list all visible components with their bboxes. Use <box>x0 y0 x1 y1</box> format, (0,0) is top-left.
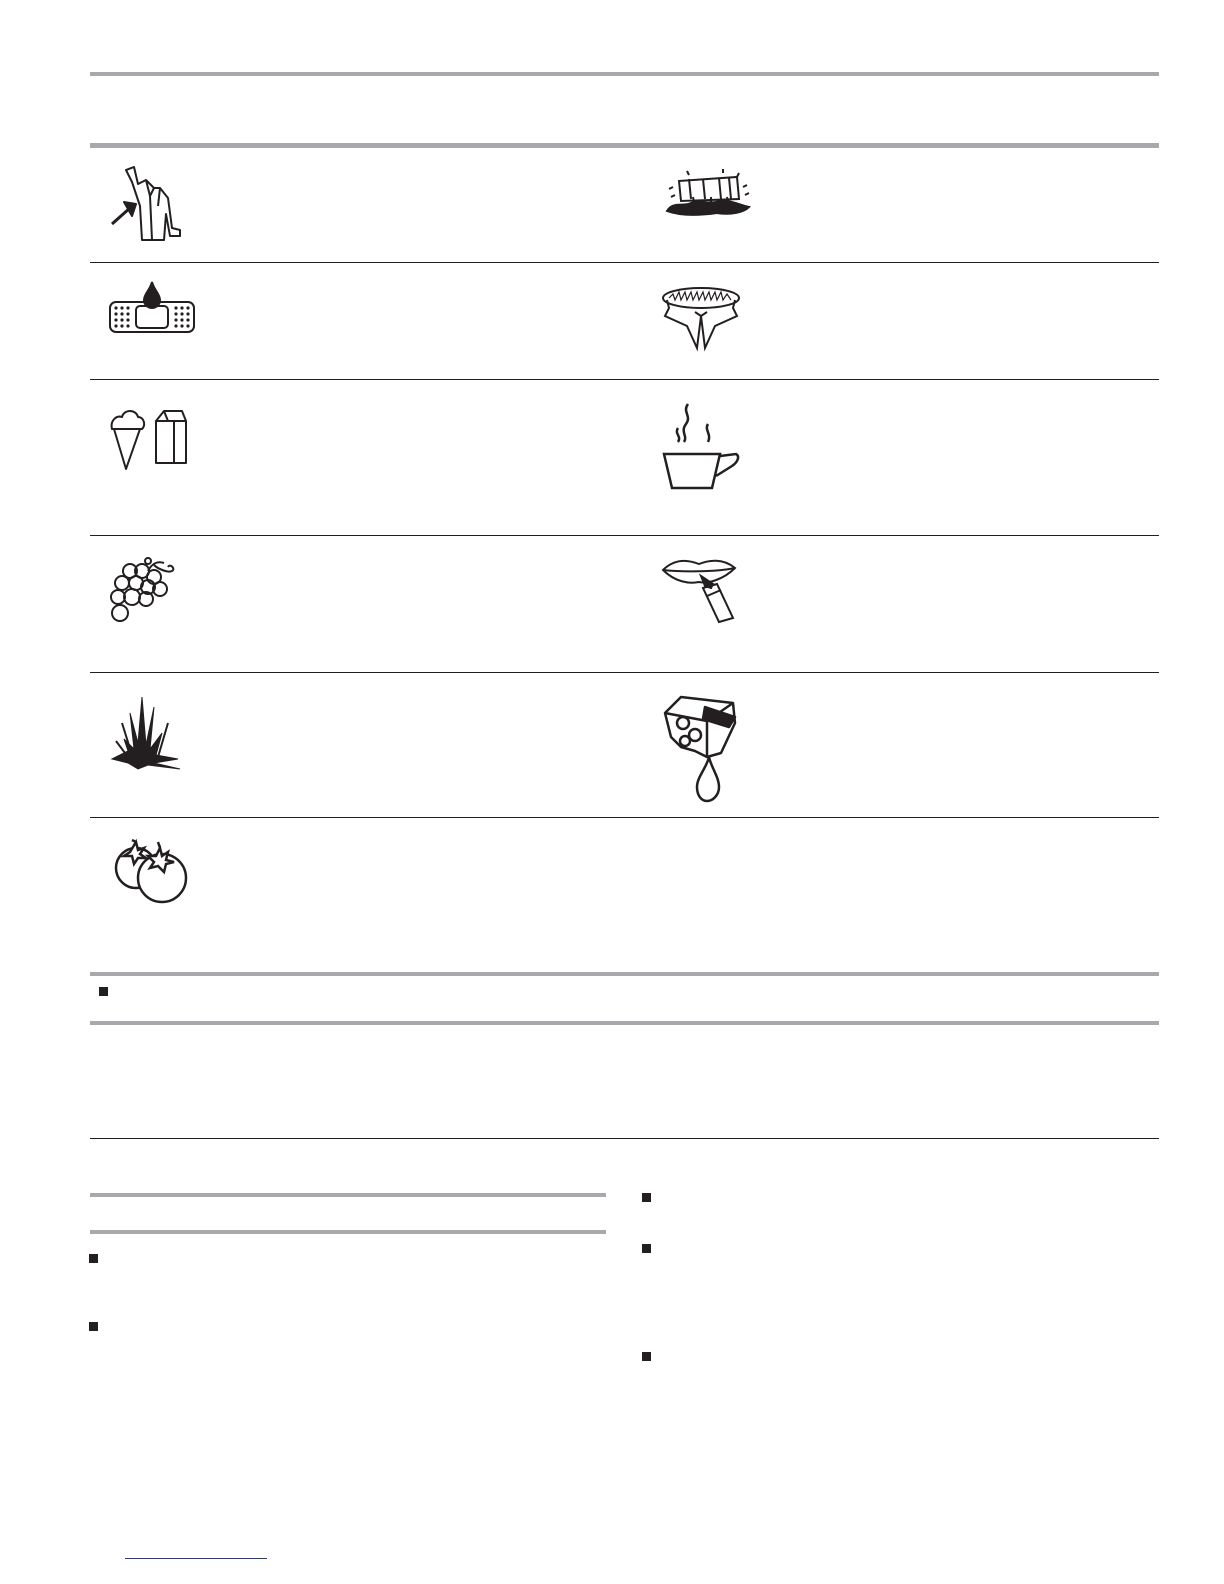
stain-row-divider <box>90 379 1159 380</box>
coffee-cup-icon <box>662 402 742 492</box>
grapes-icon <box>108 557 176 625</box>
left-list-bullet <box>89 1322 98 1331</box>
stain-table-top-rule <box>90 143 1159 148</box>
left-list-bullet <box>89 1254 98 1263</box>
stain-row-divider <box>90 535 1159 536</box>
section-divider <box>90 1138 1159 1139</box>
left-subsection-top-rule <box>90 1193 606 1197</box>
ice-cream-milk-icon <box>108 405 188 473</box>
section-top-rule <box>90 1021 1159 1025</box>
bandage-icon <box>108 282 196 334</box>
grass-icon <box>108 693 182 773</box>
stain-table-bottom-rule <box>90 972 1159 976</box>
stain-row-divider <box>90 262 1159 263</box>
header-top-rule <box>90 72 1159 76</box>
stain-row-divider <box>90 672 1159 673</box>
footer-link-underline[interactable] <box>125 1558 267 1559</box>
lipstick-icon <box>661 556 741 626</box>
tomatoes-icon <box>108 838 188 906</box>
left-subsection-bottom-rule <box>90 1230 606 1234</box>
note-bullet <box>99 987 108 996</box>
right-list-bullet <box>642 1193 651 1202</box>
shirt-underarm-icon <box>108 166 188 244</box>
mud-splash-icon <box>663 167 753 219</box>
stain-row-divider <box>90 817 1159 818</box>
right-list-bullet <box>642 1352 651 1361</box>
ink-cartridge-icon <box>661 693 743 807</box>
right-list-bullet <box>642 1244 651 1253</box>
collar-icon <box>661 286 741 352</box>
